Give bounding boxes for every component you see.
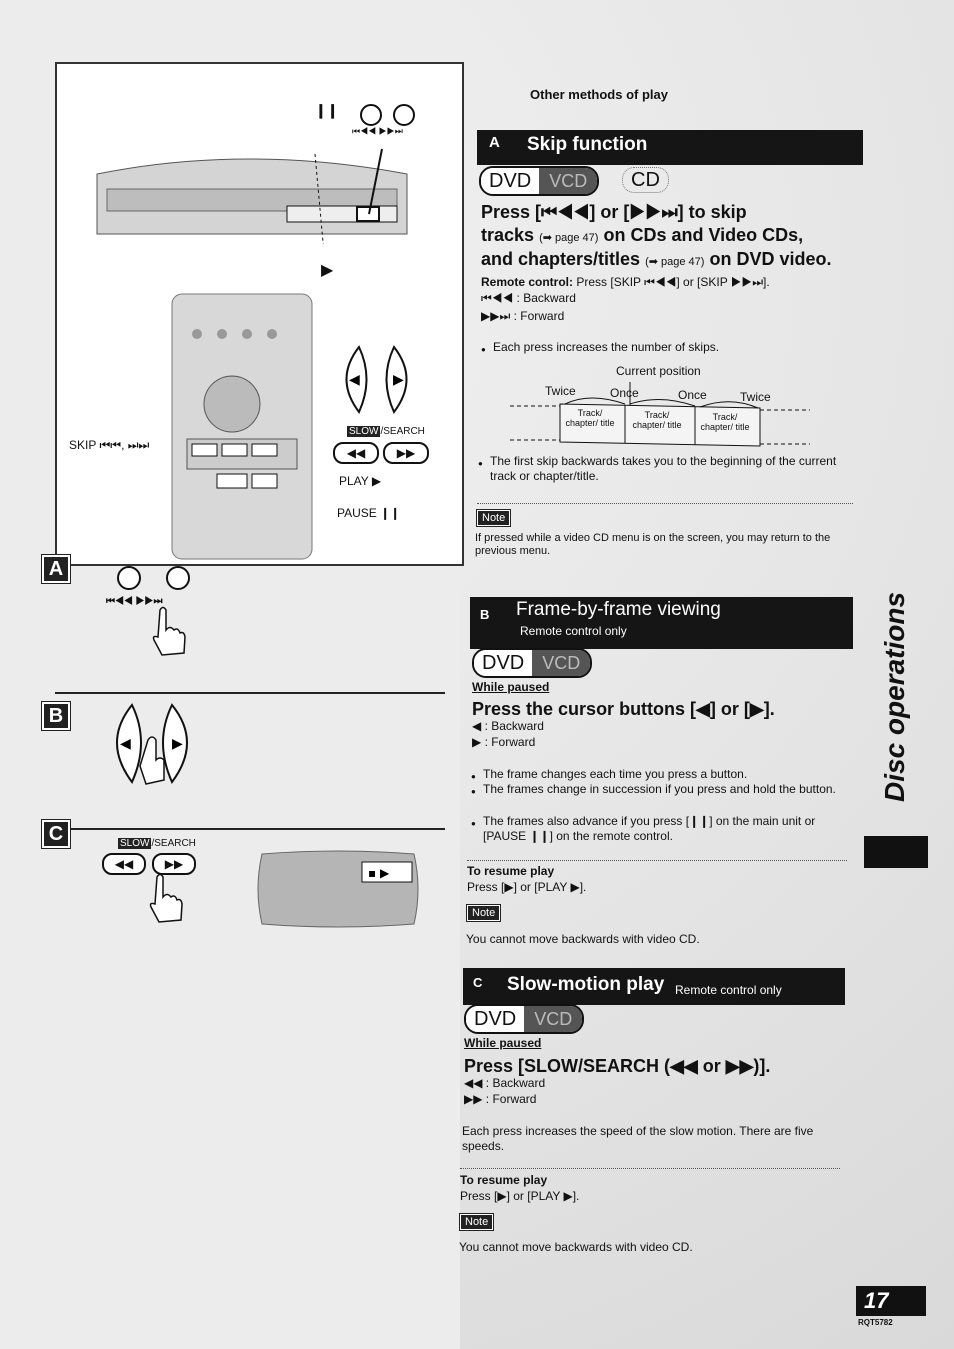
side-tab-block bbox=[864, 836, 928, 868]
cursor-buttons-drawing bbox=[329, 342, 424, 417]
fig-a-skip-back-button bbox=[117, 566, 141, 590]
fig-a-symbols: ⏮◀◀ ▶▶⏭ bbox=[106, 596, 163, 607]
remote-control-drawing bbox=[167, 289, 317, 564]
dvd-badge: DVD bbox=[474, 650, 532, 676]
side-tab-label bbox=[860, 580, 920, 810]
diagram-cell-2: Track/ chapter/ title bbox=[632, 410, 682, 430]
dotted-divider-c bbox=[460, 1168, 840, 1169]
section-c-forward: ▶▶ : Forward bbox=[464, 1092, 537, 1106]
section-c-letter: C bbox=[473, 975, 483, 990]
slow-search-label: SLOW /SEARCH bbox=[349, 426, 425, 437]
section-b-bullet-3: ● The frames also advance if you press [❙❙] on the main unit or [PAUSE ❙❙] on the remote control. bbox=[483, 814, 853, 844]
resume-text-b: Press [▶] or [PLAY ▶]. bbox=[467, 880, 587, 894]
disc-badge-c bbox=[464, 1004, 584, 1034]
section-b-backward: ◀ : Backward bbox=[472, 719, 544, 733]
dotted-divider-a bbox=[477, 503, 853, 504]
diagram-twice-right: Twice bbox=[740, 390, 771, 404]
section-title: Other methods of play bbox=[530, 87, 668, 102]
section-b-heading: Press the cursor buttons [◀] or [▶]. bbox=[472, 699, 775, 719]
section-a-letter: A bbox=[489, 134, 500, 151]
fastforward-button-drawing: ▶▶ bbox=[383, 442, 429, 464]
disc-badge-b bbox=[472, 648, 592, 678]
while-paused-b: While paused bbox=[472, 680, 550, 694]
hand-icon bbox=[148, 605, 188, 660]
svg-text:▶: ▶ bbox=[393, 372, 404, 388]
bullet-first-skip: ● The first skip backwards takes you to the beginning of the current track or chapter/title. bbox=[490, 454, 854, 484]
fig-b-cursor-buttons bbox=[100, 700, 205, 790]
figure-a-label: A bbox=[42, 555, 70, 583]
fig-c-divider bbox=[55, 828, 445, 830]
section-b-title: Frame-by-frame viewing bbox=[516, 599, 721, 620]
section-c-title: Slow-motion play bbox=[507, 974, 665, 995]
player-unit-drawing bbox=[87, 144, 417, 244]
skip-forward-line: ▶▶⏭ : Forward bbox=[481, 309, 565, 323]
dotted-divider-b bbox=[467, 860, 847, 861]
section-c-subtitle: Remote control only bbox=[675, 983, 782, 997]
svg-text:◀: ◀ bbox=[349, 372, 360, 388]
section-b-bullet-2: ● The frames change in succession if you press and hold the button. bbox=[483, 782, 853, 797]
play-arrow-icon: ▶ bbox=[321, 262, 334, 279]
diagram-cell-3: Track/ chapter/ title bbox=[700, 412, 750, 432]
note-text-b: You cannot move backwards with video CD. bbox=[466, 932, 700, 946]
vcd-badge: VCD bbox=[524, 1006, 582, 1032]
diagram-once-left: Once bbox=[610, 386, 639, 400]
fig-c-slow-search-label: SLOW /SEARCH bbox=[120, 838, 196, 849]
remote-control-line: Remote control: Press [SKIP ⏮◀◀] or [SKIP ▶▶⏭]. bbox=[481, 275, 770, 289]
note-badge-a: Note bbox=[477, 510, 510, 526]
diagram-once-right: Once bbox=[678, 388, 707, 402]
diagram-twice-left: Twice bbox=[545, 384, 576, 398]
fig-c-rewind-button: ◀◀ bbox=[102, 853, 146, 875]
section-a-heading-line-2: tracks (➡ page 47) on CDs and Video CDs, bbox=[481, 225, 804, 245]
section-a-title: Skip function bbox=[527, 134, 648, 155]
section-c-heading: Press [SLOW/SEARCH (◀◀ or ▶▶)]. bbox=[464, 1056, 771, 1076]
skip-label: SKIP ⏮⏮, ⏭⏭ bbox=[69, 438, 150, 452]
play-label: PLAY ▶ bbox=[339, 474, 382, 488]
svg-text:▪ ▶: ▪ ▶ bbox=[368, 866, 390, 880]
vcd-badge: VCD bbox=[532, 650, 590, 676]
skip-back-button-drawing bbox=[360, 104, 382, 126]
section-a-heading-line-3: and chapters/titles (➡ page 47) on DVD video. bbox=[481, 249, 832, 269]
pause-label: PAUSE ❙❙ bbox=[337, 506, 401, 520]
side-tab-text: Disc operations bbox=[879, 591, 910, 802]
dvd-badge: DVD bbox=[481, 168, 539, 194]
vcd-badge: VCD bbox=[539, 168, 597, 194]
skip-backward-line: ⏮◀◀ : Backward bbox=[481, 291, 576, 305]
diagram-cell-1: Track/ chapter/ title bbox=[565, 408, 615, 428]
fig-c-screen-drawing bbox=[254, 850, 422, 928]
cd-badge: CD bbox=[622, 167, 669, 193]
page-number: 17 bbox=[856, 1286, 926, 1316]
diagram-current-position: Current position bbox=[616, 364, 701, 378]
note-text-a: If pressed while a video CD menu is on the screen, you may return to the previous menu. bbox=[475, 532, 831, 557]
skip-forward-button-drawing bbox=[393, 104, 415, 126]
section-a-header bbox=[477, 130, 863, 165]
svg-text:◀: ◀ bbox=[120, 736, 131, 752]
section-c-body: Each press increases the speed of the slow motion. There are five speeds. bbox=[462, 1124, 814, 1153]
section-a-heading-line-1: Press [⏮◀◀] or [▶▶⏭] to skip bbox=[481, 202, 747, 222]
bullet-skip-count: ● Each press increases the number of skips. bbox=[493, 340, 853, 355]
resume-text-c: Press [▶] or [PLAY ▶]. bbox=[460, 1189, 580, 1203]
section-b-header bbox=[470, 597, 853, 649]
disc-badge-a bbox=[479, 166, 599, 196]
fig-a-skip-forward-button bbox=[166, 566, 190, 590]
resume-title-b: To resume play bbox=[467, 864, 555, 878]
section-b-bullet-1: ● The frame changes each time you press a button. bbox=[483, 767, 853, 782]
skip-top-symbols: ⏮◀◀ ▶▶⏭ bbox=[352, 126, 403, 136]
section-c-backward: ◀◀ : Backward bbox=[464, 1076, 546, 1090]
figure-c-label: C bbox=[42, 820, 70, 848]
figure-box bbox=[55, 62, 464, 566]
doc-code: RQT5782 bbox=[858, 1318, 893, 1327]
while-paused-c: While paused bbox=[464, 1036, 542, 1050]
figure-b-label: B bbox=[42, 702, 70, 730]
fig-c-hand-icon bbox=[145, 872, 185, 927]
fig-c-fastforward-button: ▶▶ bbox=[152, 853, 196, 875]
note-text-c: You cannot move backwards with video CD. bbox=[459, 1240, 693, 1254]
rewind-button-drawing: ◀◀ bbox=[333, 442, 379, 464]
note-badge-c: Note bbox=[460, 1214, 493, 1230]
fig-b-divider bbox=[55, 692, 445, 694]
svg-text:▶: ▶ bbox=[172, 736, 183, 752]
note-badge-b: Note bbox=[467, 905, 500, 921]
section-c-header bbox=[463, 968, 845, 1005]
section-b-letter: B bbox=[480, 607, 490, 622]
pause-top-label: ❙❙ bbox=[315, 102, 339, 118]
section-b-subtitle: Remote control only bbox=[520, 624, 627, 638]
resume-title-c: To resume play bbox=[460, 1173, 548, 1187]
dvd-badge: DVD bbox=[466, 1006, 524, 1032]
section-b-forward: ▶ : Forward bbox=[472, 735, 536, 749]
